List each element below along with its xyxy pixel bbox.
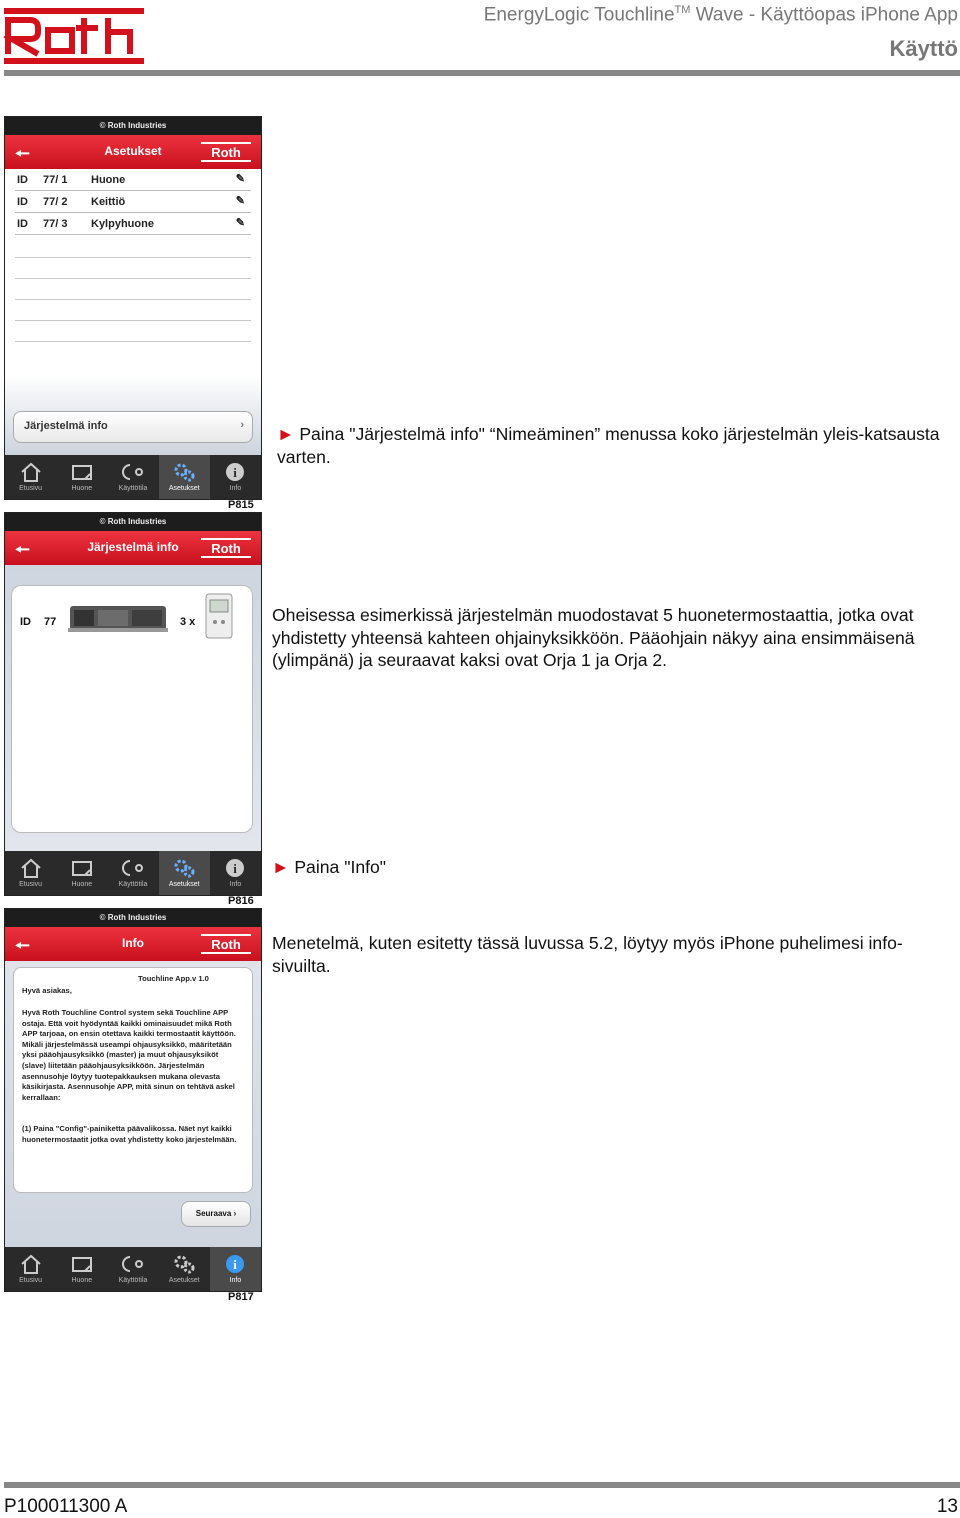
tab-room[interactable]: Huone [56,851,107,895]
empty-row [15,278,251,279]
tab-mode[interactable]: Käyttötila [107,1247,158,1291]
bullet-arrow-icon: ► [277,424,295,444]
footer-rule [4,1482,960,1488]
thermostat-count: 3 x [180,616,196,628]
svg-text:i: i [233,465,238,480]
id-label: ID [20,616,31,628]
room-row[interactable] [15,213,251,235]
tab-info[interactable]: i Info [210,1247,261,1291]
settings-content [5,169,261,455]
info-content [5,961,261,1247]
system-info-button[interactable] [13,411,253,443]
screen-title: Info [122,936,144,950]
greeting: Hyvä asiakas, [22,986,72,995]
back-arrow-icon[interactable]: 🠔 [15,540,30,559]
controller-panel [11,585,253,833]
page-number: 13 [936,1496,958,1517]
document-number: P100011300 A [4,1496,128,1517]
pencil-icon[interactable]: ✎ [235,173,245,185]
phone-screenshot-settings [4,116,262,500]
system-info-label: Järjestelmä info [24,420,108,432]
info-icon [223,461,247,483]
mode-icon [121,461,145,483]
room-name: Huone [91,174,126,186]
nav-bar [5,927,261,961]
step-paragraph: (1) Paina "Config"-painiketta päävalikossa. Näet nyt kaikki huonetermostaatit jotka ovat yhdistetty koko järjestelmään. [22,1124,237,1144]
tab-settings[interactable]: Asetukset [159,455,210,499]
svg-text:Roth: Roth [211,937,241,952]
nav-bar [5,135,261,169]
home-icon [19,1253,43,1275]
tab-info[interactable]: i Info [210,455,261,499]
app-copyright: © Roth Industries [5,117,261,135]
app-copyright: © Roth Industries [5,909,261,927]
tab-home[interactable]: Etusivu [5,1247,56,1291]
room-icon [70,857,94,879]
gear-icon [172,857,196,879]
phone-screenshot-info [4,908,262,1292]
system-description: Oheisessa esimerkissä järjestelmän muodostavat 5 huonetermostaattia, jotka ovat yhdistetty yhteensä kahteen ohjainyksikköön. Pääohjain näkyy aina ensimmäisenä (ylimpänä) ja seuraavat kaksi ovat Orja 1 ja Orja 2. [272,605,915,670]
info-icon [223,857,247,879]
id-label: ID [17,218,28,230]
tab-home[interactable]: Etusivu [5,455,56,499]
app-copyright: © Roth Industries [5,513,261,531]
figure-code: P817 [228,1291,254,1303]
room-id: 77/ 2 [43,196,68,208]
tab-room[interactable]: Huone [56,1247,107,1291]
info-text-panel [13,967,253,1193]
home-icon [19,461,43,483]
mode-icon [121,1253,145,1275]
roth-logo [201,934,251,954]
mode-icon [121,857,145,879]
tab-bar [5,1247,261,1291]
svg-text:i: i [233,1257,238,1272]
chevron-right-icon: › [240,419,244,431]
figure-code: P816 [228,895,254,907]
system-info-content [5,565,261,851]
header-rule [4,70,960,76]
roth-logo [201,142,251,162]
nav-bar [5,531,261,565]
home-icon [19,857,43,879]
info-icon [223,1253,247,1275]
room-row[interactable] [15,169,251,191]
tab-mode[interactable]: Käyttötila [107,455,158,499]
back-arrow-icon[interactable]: 🠔 [15,936,30,955]
room-name: Keittiö [91,196,126,208]
bullet-arrow-icon: ► [272,857,290,877]
back-arrow-icon[interactable]: 🠔 [15,144,30,163]
figure-code: P815 [228,499,254,511]
tab-home[interactable]: Etusivu [5,851,56,895]
section-title: Käyttö [889,36,958,61]
next-button[interactable]: Seuraava › [181,1201,251,1227]
intro-paragraph: Hyvä Roth Touchline Control system sekä Touchline APP ostaja. Että voit hyödyntää kaikki ominaisuudet mikä Roth APP tarjoaa, on ensin otettava kaikki termostaatit käyttöön. Mikäli järjestelmässä useampi ohjausyksikkö, määritetään yksi pääohjausyksikkö (master) ja muut ohjausyksiköt (slave) liitetään pääohjausyksikköön. Järjestelmän asennusohje löytyy tuotepakkauksen mukana olevasta käsikirjasta. Asennusohje APP, mitä sinun on tehtävä askel kerrallaan: [22,1008,236,1102]
controller-id: 77 [44,616,57,628]
instruction-info: ► Paina "Info" [272,857,387,877]
tab-bar [5,851,261,895]
roth-logo [201,538,251,558]
gear-icon [172,461,196,483]
app-version: Touchline App.v 1.0 [138,974,209,983]
roth-logo [4,8,144,64]
tab-info[interactable]: i Info [210,851,261,895]
screen-title: Asetukset [104,144,162,158]
empty-row [15,257,251,258]
pencil-icon[interactable]: ✎ [235,217,245,229]
empty-row [15,320,251,321]
document-title: EnergyLogic Touchline™ Wave - Käyttöopas iPhone App [483,4,958,26]
svg-text:Roth: Roth [211,541,241,556]
room-icon [70,1253,94,1275]
pencil-icon[interactable]: ✎ [235,195,245,207]
info-note: Menetelmä, kuten esitetty tässä luvussa 5.2, löytyy myös iPhone puhelimesi info-sivuilta. [272,933,903,976]
empty-row [15,299,251,300]
tab-mode[interactable]: Käyttötila [107,851,158,895]
room-name: Kylpyhuone [91,218,154,230]
room-id: 77/ 1 [43,174,68,186]
tab-settings[interactable]: Asetukset [159,851,210,895]
screen-title: Järjestelmä info [87,540,179,554]
instruction-system-info: ► Paina "Järjestelmä info" “Nimeäminen” menussa koko järjestelmän yleis-katsausta varten. [277,424,940,467]
room-id: 77/ 3 [43,218,68,230]
room-row[interactable] [15,191,251,213]
svg-text:Roth: Roth [211,145,241,160]
room-icon [70,461,94,483]
tab-bar [5,455,261,499]
id-label: ID [17,174,28,186]
id-label: ID [17,196,28,208]
svg-text:i: i [233,861,238,876]
empty-row [15,341,251,342]
gear-icon [172,1253,196,1275]
thermostat-image [204,592,234,640]
controller-unit-image [66,598,176,638]
tab-settings[interactable]: Asetukset [159,1247,210,1291]
phone-screenshot-system-info [4,512,262,896]
tab-room[interactable]: Huone [56,455,107,499]
